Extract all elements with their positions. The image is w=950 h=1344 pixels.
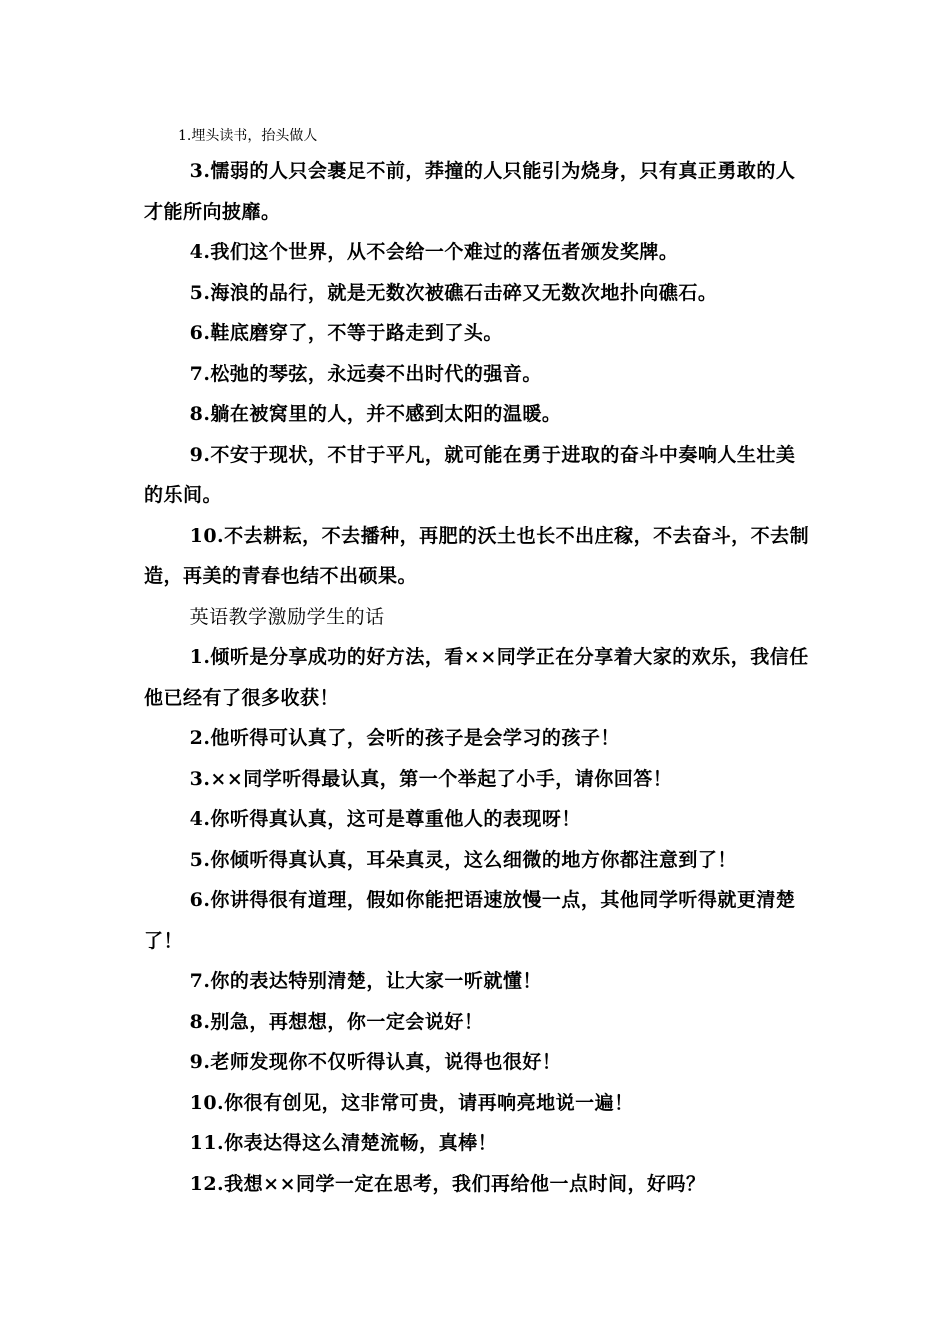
quote-paragraph: 3.懦弱的人只会裹足不前，莽撞的人只能引为烧身，只有真正勇敢的人才能所向披靡。 <box>144 160 796 223</box>
quote-paragraph: 7.松弛的琴弦，永远奏不出时代的强音。 <box>189 362 542 385</box>
document-body <box>144 151 814 1204</box>
encouragement-item: 8.别急，再想想，你一定会说好！ <box>189 1010 484 1033</box>
encouragement-item: 7.你的表达特别清楚，让大家一听就懂！ <box>189 970 542 992</box>
encouragement-item: 1.倾听是分享成功的好方法，看××同学正在分享着大家的欢乐，我信任他已经有了很多收获！ <box>144 646 809 709</box>
encouragement-item: 6.你讲得很有道理，假如你能把语速放慢一点，其他同学听得就更清楚了！ <box>144 889 796 952</box>
quote-paragraph: 10.不去耕耘，不去播种，再肥的沃土也长不出庄稼，不去奋斗，不去制造，再美的青春也结不出硕果。 <box>144 524 810 587</box>
quote-paragraph: 5.海浪的品行，就是无数次被礁石击碎又无数次地扑向礁石。 <box>189 281 718 304</box>
encouragement-item: 5.你倾听得真认真，耳朵真灵，这么细微的地方你都注意到了！ <box>189 848 737 871</box>
encouragement-item: 3.××同学听得最认真，第一个举起了小手，请你回答！ <box>189 767 673 790</box>
quote-paragraph: 6.鞋底磨穿了，不等于路走到了头。 <box>189 322 503 344</box>
quote-paragraph: 4.我们这个世界，从不会给一个难过的落伍者颁发奖牌。 <box>189 241 679 263</box>
section-title: 英语教学激励学生的话 <box>189 605 385 628</box>
header-line: 1.埋头读书，抬头做人 <box>178 128 318 144</box>
encouragement-item: 11.你表达得这么清楚流畅，真棒！ <box>189 1132 498 1154</box>
encouragement-item: 9.老师发现你不仅听得认真，说得也很好！ <box>189 1051 562 1073</box>
encouragement-item: 4.你听得真认真，这可是尊重他人的表现呀！ <box>189 808 581 830</box>
quote-paragraph: 9.不安于现状，不甘于平凡，就可能在勇于进取的奋斗中奏响人生壮美的乐间。 <box>144 443 796 506</box>
encouragement-item: 2.他听得可认真了，会听的孩子是会学习的孩子！ <box>189 727 620 749</box>
quote-paragraph: 8.躺在被窝里的人，并不感到太阳的温暖。 <box>189 403 562 425</box>
encouragement-item: 12.我想××同学一定在思考，我们再给他一点时间，好吗？ <box>189 1172 706 1195</box>
encouragement-item: 10.你很有创见，这非常可贵，请再响亮地说一遍！ <box>189 1091 634 1114</box>
